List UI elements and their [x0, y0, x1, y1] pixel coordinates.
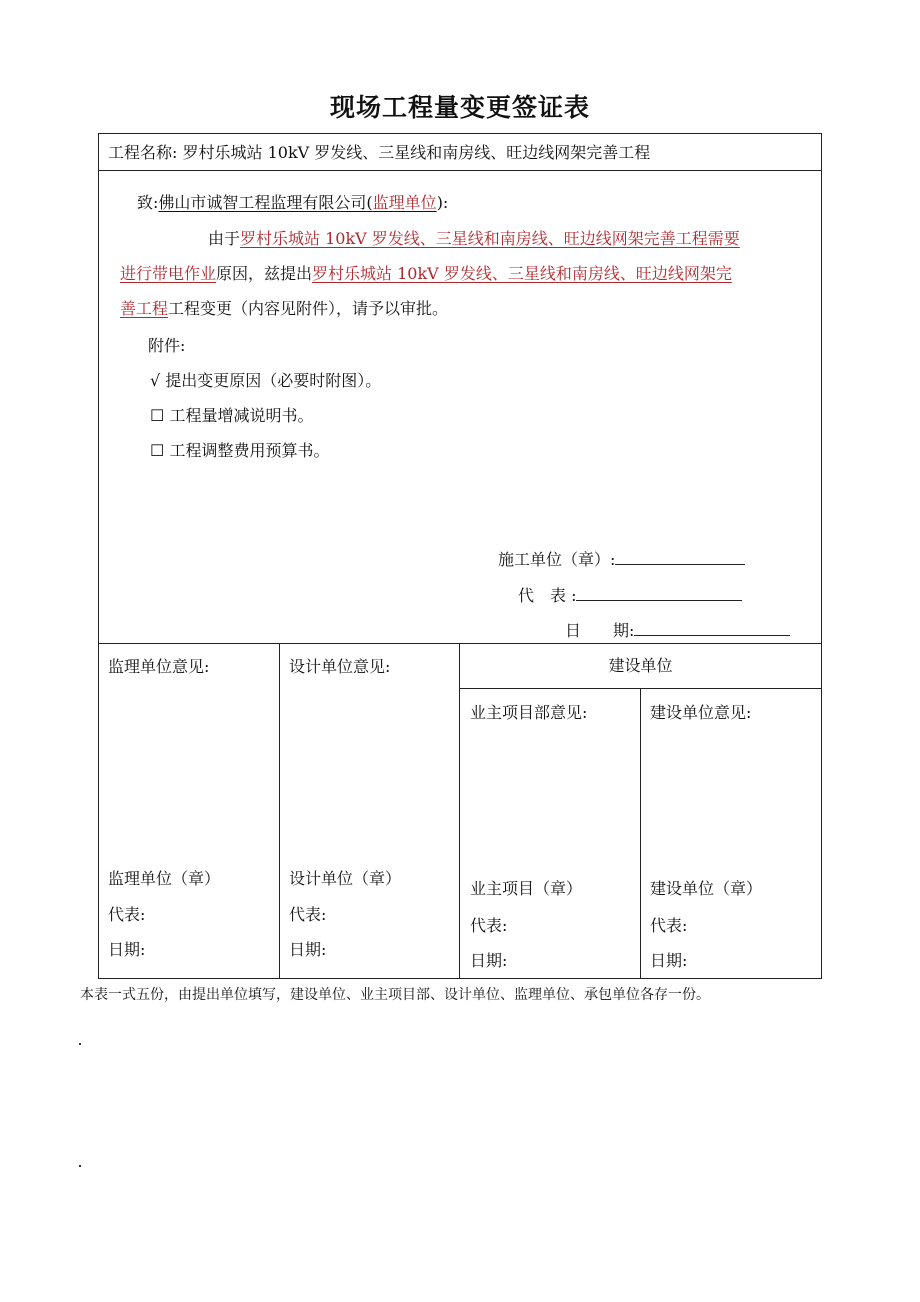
addressee-line: 致:佛山市诚智工程监理有限公司(监理单位):	[137, 193, 449, 212]
request-line-3: 善工程工程变更（内容见附件），请予以审批。	[120, 299, 449, 318]
supervision-seal: 监理单位（章）	[108, 869, 221, 888]
design-opinion-heading: 设计单位意见:	[289, 657, 391, 676]
date-blank[interactable]	[634, 619, 790, 636]
checkbox-icon: ☐	[150, 406, 165, 425]
col-divider-3	[640, 688, 641, 979]
representative-line: 代 表 :	[518, 584, 742, 606]
owner-project-seal: 业主项目（章）	[470, 879, 583, 898]
contractor-seal-line: 施工单位（章）:	[498, 548, 745, 570]
owner-project-date: 日期:	[470, 951, 508, 970]
design-date: 日期:	[289, 940, 327, 959]
page-title: 现场工程量变更签证表	[329, 93, 590, 122]
project-ref-1: 罗村乐城站 10kV 罗发线、三星线和南房线、旺边线网架完善工程需要	[240, 229, 740, 248]
project-ref-2-end: 善工程	[120, 299, 169, 318]
checkbox-icon: ☐	[150, 441, 165, 460]
construction-unit-header: 建设单位	[608, 656, 673, 675]
supervision-date: 日期:	[108, 940, 146, 959]
attachment-item: ☐ 工程调整费用预算书。	[150, 441, 330, 460]
row-divider-project	[98, 170, 822, 171]
project-name-row	[108, 143, 650, 163]
table-border-top	[98, 133, 822, 134]
attachment-item: √ 提出变更原因（必要时附图）。	[150, 371, 382, 390]
construction-subheader-divider	[459, 688, 822, 689]
addressee-company: 佛山市诚智工程监理有限公司(监理单位	[158, 193, 437, 212]
representative-blank[interactable]	[576, 584, 742, 601]
table-border-right	[821, 133, 822, 979]
construction-date: 日期:	[650, 951, 688, 970]
date-line: 日 期:	[565, 619, 790, 641]
check-icon: √	[150, 371, 161, 390]
project-name-label: 工程名称:	[108, 143, 178, 162]
project-name-value: 罗村乐城站 10kV 罗发线、三星线和南房线、旺边线网架完善工程	[182, 143, 651, 162]
table-border-bottom	[98, 978, 822, 979]
owner-project-rep: 代表:	[470, 916, 508, 935]
addressee-role: 监理单位	[372, 193, 437, 212]
col-divider-1	[279, 643, 280, 979]
request-line-2: 进行带电作业原因，兹提出罗村乐城站 10kV 罗发线、三星线和南房线、旺边线网架完	[120, 264, 732, 283]
supervision-opinion-heading: 监理单位意见:	[108, 657, 210, 676]
project-ref-2: 罗村乐城站 10kV 罗发线、三星线和南房线、旺边线网架完	[312, 264, 732, 283]
construction-opinion-heading: 建设单位意见:	[650, 703, 752, 722]
col-divider-2	[459, 643, 460, 979]
change-reason: 进行带电作业	[120, 264, 217, 283]
row-divider-opinions	[98, 643, 822, 644]
supervision-rep: 代表:	[108, 905, 146, 924]
design-rep: 代表:	[289, 905, 327, 924]
footer-note: 本表一式五份，由提出单位填写，建设单位、业主项目部、设计单位、监理单位、承包单位各存一份。	[80, 987, 710, 1003]
attachments-label: 附件:	[148, 336, 186, 355]
construction-seal: 建设单位（章）	[650, 879, 763, 898]
to-prefix: 致:	[137, 193, 159, 212]
design-seal: 设计单位（章）	[289, 869, 402, 888]
attachment-item: ☐ 工程量增减说明书。	[150, 406, 314, 425]
stray-dot	[79, 1043, 81, 1045]
stray-dot	[79, 1165, 81, 1167]
construction-rep: 代表:	[650, 916, 688, 935]
request-line-1: 由于罗村乐城站 10kV 罗发线、三星线和南房线、旺边线网架完善工程需要	[208, 229, 740, 248]
table-border-left	[98, 133, 99, 979]
contractor-seal-blank[interactable]	[615, 548, 745, 565]
owner-project-opinion-heading: 业主项目部意见:	[470, 703, 588, 722]
